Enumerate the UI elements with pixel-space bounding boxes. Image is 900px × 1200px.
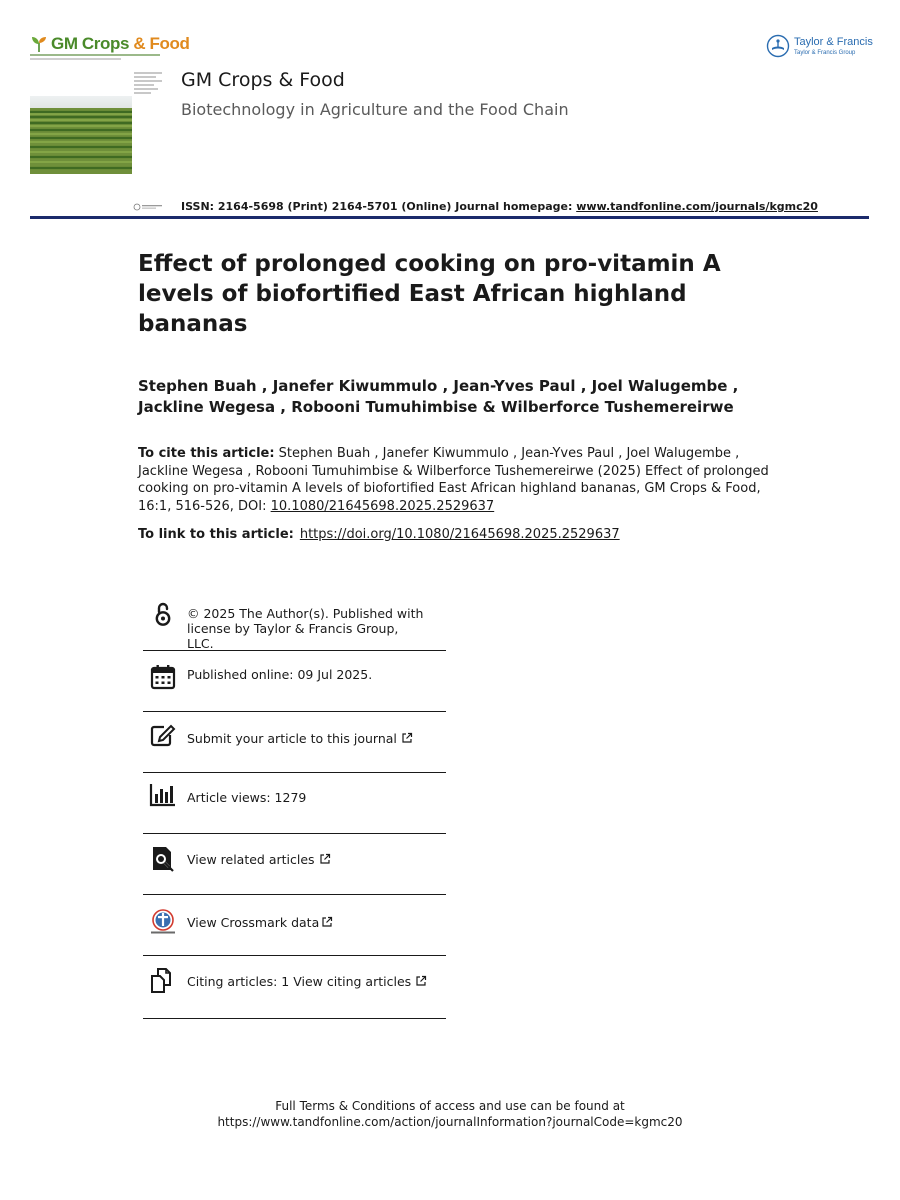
- calendar-icon: [149, 663, 177, 691]
- related-label-wrap[interactable]: [187, 852, 331, 867]
- header-divider: [30, 216, 869, 219]
- taylor-francis-emblem-icon: [766, 34, 790, 58]
- info-related[interactable]: [143, 834, 446, 895]
- open-access-label: © 2025 The Author(s). Published with license by Taylor & Francis Group, LLC.: [187, 606, 424, 651]
- info-open-access: [143, 590, 446, 651]
- info-submit[interactable]: [143, 712, 446, 773]
- gm-logo-amp: & Food: [129, 34, 190, 53]
- article-info-list: [143, 590, 446, 1019]
- citing-articles-icon: [149, 966, 177, 994]
- gm-logo-tagline: [30, 54, 160, 60]
- citation-block: [138, 445, 778, 515]
- gm-crops-food-logo: [30, 34, 190, 54]
- terms-url[interactable]: https://www.tandfonline.com/action/journalInformation?journalCode=kgmc20: [217, 1115, 683, 1129]
- related-articles-link[interactable]: View related articles: [187, 852, 315, 867]
- published-label: Published online: 09 Jul 2025.: [187, 667, 373, 682]
- journal-cover-image: [30, 72, 132, 174]
- terms-footer: [0, 1098, 900, 1130]
- citing-label-wrap[interactable]: [187, 974, 427, 989]
- issn-line: [181, 200, 818, 213]
- citing-articles-link[interactable]: Citing articles: 1 View citing articles: [187, 974, 412, 989]
- journal-homepage-link[interactable]: www.tandfonline.com/journals/kgmc20: [576, 200, 818, 213]
- search-document-icon: [149, 845, 177, 873]
- link-label: To link to this article:: [138, 527, 294, 542]
- terms-line-1: Full Terms & Conditions of access and use can be found at: [275, 1099, 625, 1113]
- journal-title[interactable]: GM Crops & Food: [181, 69, 345, 91]
- info-published: [143, 651, 446, 712]
- info-views: [143, 773, 446, 834]
- submit-article-link[interactable]: Submit your article to this journal: [187, 731, 397, 746]
- open-access-icon: [149, 600, 177, 628]
- article-views-label: Article views: 1279: [187, 790, 307, 805]
- gm-logo-text: GM Crops: [51, 34, 130, 53]
- external-link-icon: [319, 853, 331, 865]
- submit-label-wrap[interactable]: [187, 731, 413, 746]
- external-link-icon: [401, 732, 413, 744]
- taylor-francis-small-logo: [133, 203, 165, 211]
- article-doi-link[interactable]: https://doi.org/10.1080/21645698.2025.2529637: [299, 527, 620, 542]
- issn-text: ISSN: 2164-5698 (Print) 2164-5701 (Online) Journal homepage:: [181, 200, 577, 213]
- cite-label: To cite this article:: [138, 446, 275, 461]
- crossmark-icon: [149, 909, 177, 937]
- article-title: Effect of prolonged cooking on pro-vitamin A levels of biofortified East African highland bananas: [138, 251, 721, 337]
- info-citing[interactable]: [143, 956, 446, 1019]
- sprout-icon: [30, 35, 48, 53]
- crossmark-link[interactable]: View Crossmark data: [187, 915, 320, 930]
- external-link-icon: [321, 916, 333, 928]
- bar-chart-icon: [149, 781, 177, 809]
- journal-subtitle: Biotechnology in Agriculture and the Food Chain: [181, 100, 569, 119]
- cover-text-lines: [134, 72, 162, 96]
- tf-logo-line1: Taylor & Francis: [794, 35, 873, 48]
- external-link-icon: [415, 975, 427, 987]
- crossmark-label-wrap[interactable]: [187, 915, 333, 930]
- cite-text: Stephen Buah , Janefer Kiwummulo , Jean-Yves Paul , Joel Walugembe , Jackline Wegesa , Robooni Tumuhimbise & Wilberforce Tushemereirwe (2025) Effect of prolonged cooking on pro-vitamin A levels of biofortified East African highland bananas, GM Crops & Food, 16:1, 516-526, DOI:: [138, 446, 769, 514]
- cite-doi-link[interactable]: 10.1080/21645698.2025.2529637: [270, 498, 495, 514]
- article-authors: Stephen Buah , Janefer Kiwummulo , Jean-Yves Paul , Joel Walugembe , Jackline Wegesa , Robooni Tumuhimbise & Wilberforce Tushemereirwe: [138, 377, 739, 416]
- article-link-line: [138, 527, 620, 542]
- taylor-francis-logo: [766, 34, 873, 58]
- edit-icon: [149, 722, 177, 750]
- tf-logo-line2: Taylor & Francis Group: [794, 49, 856, 56]
- info-crossmark[interactable]: [143, 895, 446, 956]
